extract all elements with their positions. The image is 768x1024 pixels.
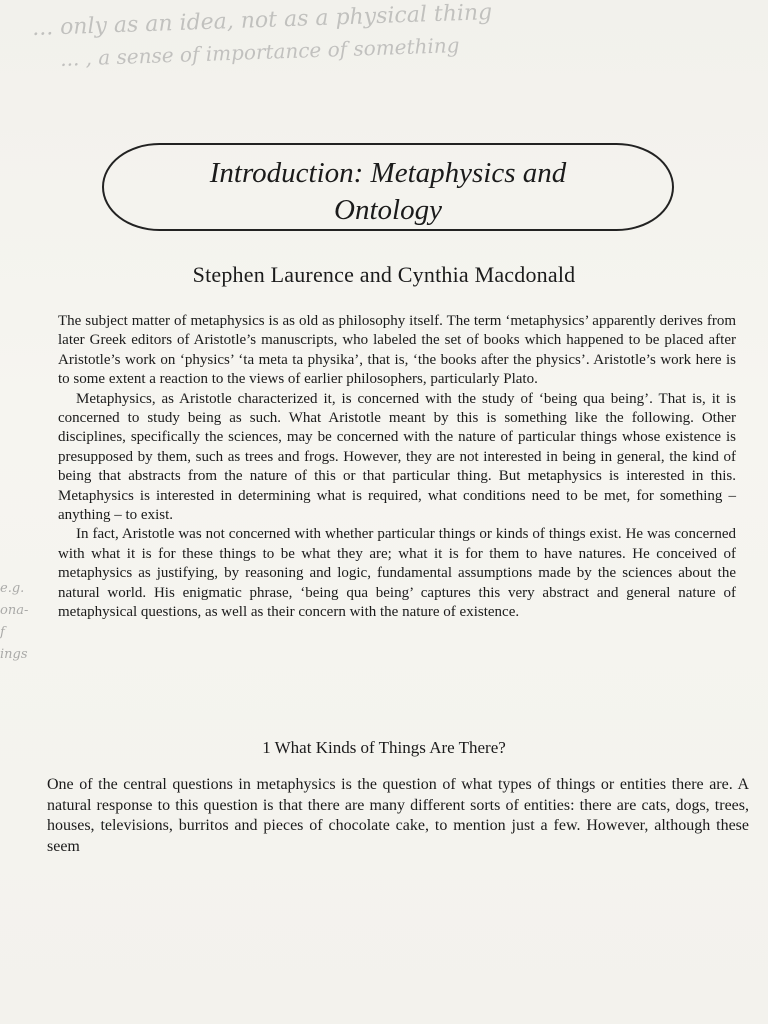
chapter-title bbox=[102, 155, 674, 229]
section-body bbox=[47, 775, 749, 857]
intro-body bbox=[58, 312, 736, 623]
handwritten-note-line-2: ... , a sense of importance of something bbox=[59, 33, 460, 71]
chapter-authors: Stephen Laurence and Cynthia Macdonald bbox=[192, 262, 576, 287]
margin-handwriting bbox=[0, 578, 40, 666]
section-heading: 1 What Kinds of Things Are There? bbox=[262, 738, 506, 757]
intro-paragraph-1: The subject matter of metaphysics is as old as philosophy itself. The term ‘metaphysics’ apparently derives from later Greek editors of Aristotle’s manuscripts, who labeled the set of books which happened to be placed after Aristotle’s work on ‘physics’ ‘ta meta ta physika’, that is, ‘the books after the physics’. Aristotle’s work here is to some extent a reaction to the views of earlier philosophers, particularly Plato. bbox=[58, 313, 736, 388]
intro-paragraph-2: Metaphysics, as Aristotle characterized it, is concerned with the study of ‘being qua being’. That is, it is concerned to study being as such. What Aristotle meant by this is something like the following. Other disciplines, specifically the sciences, may be concerned with the nature of particular things whose existence is presupposed by them, such as trees and frogs. However, they are not interested in being in general, the kind of being that abstracts from the nature of this or that particular thing. But metaphysics is interested in this. Metaphysics is interested in determining what is required, what conditions need to be met, for something – anything – to exist. bbox=[58, 390, 736, 524]
margin-note-line: e.g. bbox=[0, 581, 25, 596]
margin-note-line: ings bbox=[0, 647, 28, 662]
section-paragraph-1: One of the central questions in metaphysics is the question of what types of things or entities there are. A natural response to this question is that there are many different sorts of entities: there are cats, dogs, trees, houses, televisions, burritos and pieces of chocolate cake, to mention just a few. However, although these seem bbox=[47, 776, 749, 855]
margin-note-line: f bbox=[0, 625, 5, 640]
chapter-title-line-1: Introduction: Metaphysics and bbox=[209, 157, 567, 189]
margin-note-line: ona- bbox=[0, 603, 29, 618]
handwritten-note-line-1: ... only as an idea, not as a physical thing bbox=[31, 0, 493, 42]
chapter-title-line-2: Ontology bbox=[334, 194, 442, 226]
intro-paragraph-3: In fact, Aristotle was not concerned with whether particular things or kinds of things exist. He was concerned with what it is for these things to be what they are; what it is for them to have natures. He conceived of metaphysics as justifying, by reasoning and logic, fundamental assumptions made by the sciences about the natural world. His enigmatic phrase, ‘being qua being’ captures this very abstract and general nature of metaphysical questions, as well as their concern with the nature of existence. bbox=[58, 526, 736, 621]
